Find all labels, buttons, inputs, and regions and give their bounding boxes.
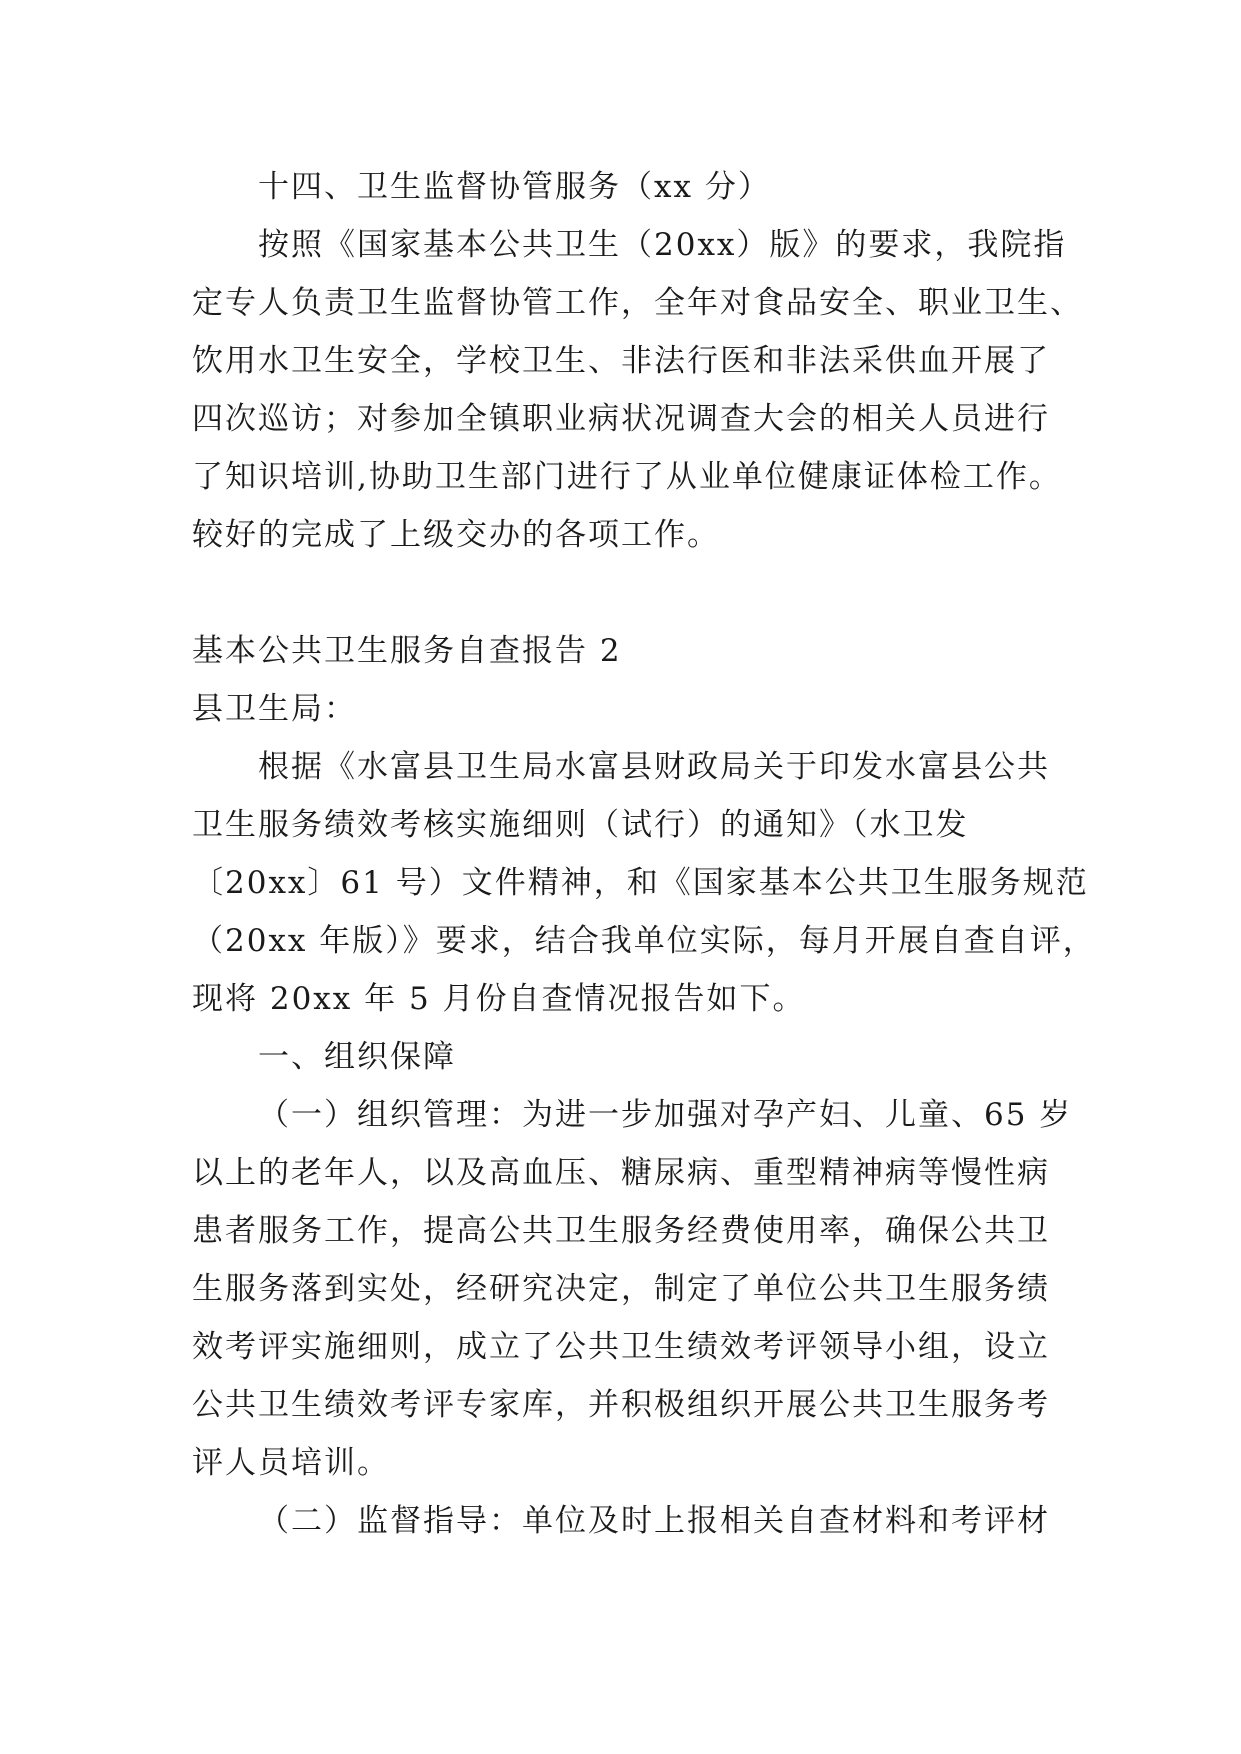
paragraph-line: 饮用水卫生安全，学校卫生、非法行医和非法采供血开展了 <box>192 343 1050 379</box>
paragraph-line: 以上的老年人，以及高血压、糖尿病、重型精神病等慢性病 <box>192 1155 1050 1191</box>
paragraph-line: 效考评实施细则，成立了公共卫生绩效考评领导小组，设立 <box>192 1329 1050 1365</box>
paragraph-line: （一）组织管理：为进一步加强对孕产妇、儿童、65 岁 <box>258 1097 1073 1133</box>
report-title: 基本公共卫生服务自查报告 2 <box>192 633 622 669</box>
paragraph-line: 患者服务工作，提高公共卫生服务经费使用率，确保公共卫 <box>192 1213 1050 1249</box>
section-14-heading: 十四、卫生监督协管服务（xx 分） <box>258 169 771 205</box>
paragraph-line: 定专人负责卫生监督协管工作，全年对食品安全、职业卫生、 <box>192 285 1083 321</box>
paragraph-line: 现将 20xx 年 5 月份自查情况报告如下。 <box>192 981 806 1017</box>
paragraph-line: 评人员培训。 <box>192 1445 390 1481</box>
paragraph-line: 卫生服务绩效考核实施细则（试行）的通知》（水卫发 <box>192 807 969 843</box>
paragraph-line: 根据《水富县卫生局水富县财政局关于印发水富县公共 <box>258 749 1050 785</box>
paragraph-line: 四次巡访；对参加全镇职业病状况调查大会的相关人员进行 <box>192 401 1050 437</box>
paragraph-spacer <box>192 564 1052 622</box>
paragraph-line: 按照《国家基本公共卫生（20xx）版》的要求，我院指 <box>258 227 1067 263</box>
paragraph-line: （20xx 年版）》要求，结合我单位实际，每月开展自查自评， <box>192 923 1096 959</box>
paragraph-line: 公共卫生绩效考评专家库，并积极组织开展公共卫生服务考 <box>192 1387 1050 1423</box>
paragraph-line: 较好的完成了上级交办的各项工作。 <box>192 517 720 553</box>
report-recipient: 县卫生局： <box>192 691 357 727</box>
document-body <box>192 158 1096 1550</box>
paragraph-line: 〔20xx〕61 号）文件精神，和《国家基本公共卫生服务规范 <box>192 865 1089 901</box>
paragraph-line: （二）监督指导：单位及时上报相关自查材料和考评材 <box>258 1503 1050 1539</box>
section-1-heading: 一、组织保障 <box>258 1039 456 1075</box>
paragraph-line: 了知识培训,协助卫生部门进行了从业单位健康证体检工作。 <box>192 459 1062 495</box>
paragraph-line: 生服务落到实处，经研究决定，制定了单位公共卫生服务绩 <box>192 1271 1050 1307</box>
